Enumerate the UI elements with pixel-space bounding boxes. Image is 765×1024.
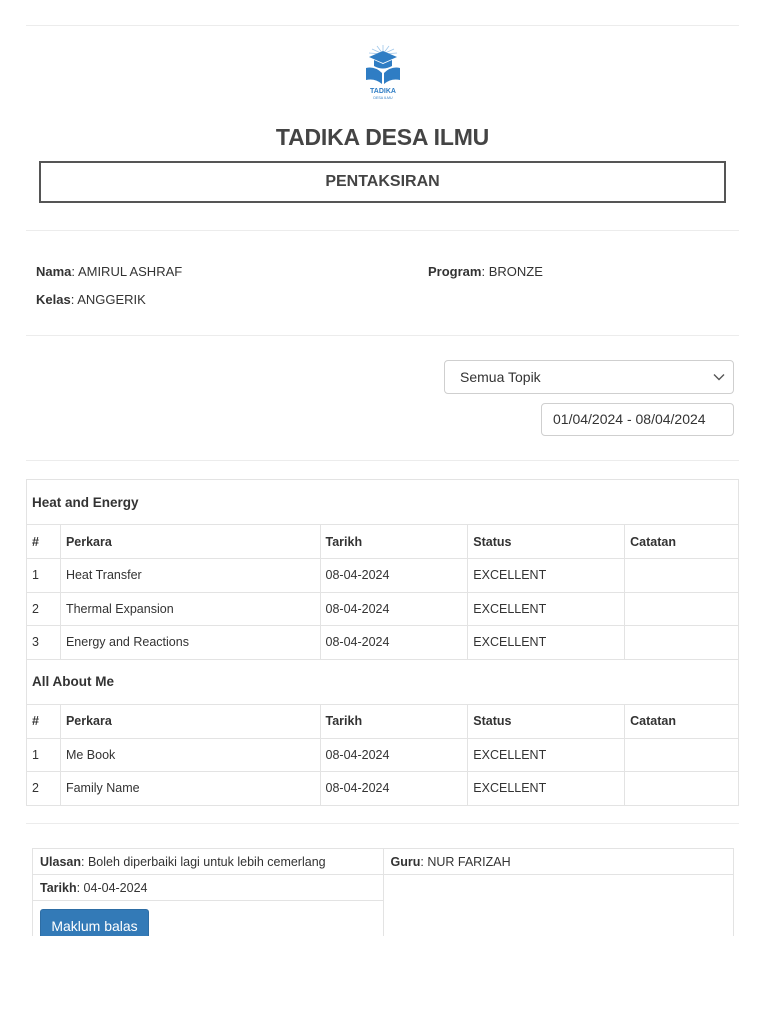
cell-item: Thermal Expansion [60, 592, 320, 626]
divider [26, 335, 739, 336]
cell-notes [625, 772, 739, 806]
column-header-item: Perkara [60, 704, 320, 738]
table-row [27, 738, 739, 772]
cell-item: Energy and Reactions [60, 626, 320, 660]
class-label: Kelas [36, 292, 71, 307]
cell-num: 2 [27, 592, 61, 626]
open-book-icon [366, 68, 400, 84]
comment-value: Boleh diperbaiki lagi untuk lebih cemerlang [87, 854, 326, 869]
column-header-num: # [27, 525, 61, 559]
class-value: ANGGERIK [77, 292, 146, 307]
topic-select-value: Semua Topik [460, 369, 541, 385]
cell-num: 3 [27, 626, 61, 660]
school-logo [363, 44, 403, 104]
topic-select[interactable] [444, 360, 734, 394]
student-program: Program: BRONZE [428, 264, 543, 279]
cell-num: 1 [27, 738, 61, 772]
cell-num: 2 [27, 772, 61, 806]
column-header-date: Tarikh [320, 525, 468, 559]
cell-notes [625, 626, 739, 660]
cell-date: 08-04-2024 [320, 738, 468, 772]
review-empty-cell [383, 875, 734, 937]
teacher-value: NUR FARIZAH [427, 854, 511, 869]
table-row [27, 626, 739, 660]
topic-row [27, 480, 739, 525]
cell-date: 08-04-2024 [320, 559, 468, 593]
divider [26, 823, 739, 824]
logo-text: TADIKA [370, 88, 396, 95]
review-teacher: Guru: NUR FARIZAH [383, 849, 734, 875]
cell-date: 08-04-2024 [320, 626, 468, 660]
column-header-notes: Catatan [625, 525, 739, 559]
review-date-label: Tarikh [40, 880, 77, 895]
table-row [27, 772, 739, 806]
column-header-status: Status [468, 704, 625, 738]
cell-date: 08-04-2024 [320, 772, 468, 806]
school-name: TADIKA DESA ILMU [275, 124, 490, 150]
divider [26, 25, 739, 26]
cell-status: EXCELLENT [468, 559, 625, 593]
topic-title: Heat and Energy [27, 480, 739, 525]
program-value: BRONZE [488, 264, 543, 279]
cell-num: 1 [27, 559, 61, 593]
divider [26, 460, 739, 461]
cell-status: EXCELLENT [468, 738, 625, 772]
assessment-table [26, 479, 739, 806]
topic-row [27, 659, 739, 704]
table-row [27, 592, 739, 626]
cell-item: Family Name [60, 772, 320, 806]
cell-notes [625, 738, 739, 772]
table-header-row [27, 525, 739, 559]
column-header-item: Perkara [60, 525, 320, 559]
column-header-num: # [27, 704, 61, 738]
cell-status: EXCELLENT [468, 772, 625, 806]
reply-button[interactable]: Maklum balas [40, 909, 149, 936]
teacher-label: Guru [390, 854, 421, 869]
cell-status: EXCELLENT [468, 626, 625, 660]
logo-subtext: DESA ILMU [373, 96, 393, 100]
table-row [27, 559, 739, 593]
page-title: PENTAKSIRAN [39, 161, 726, 203]
table-header-row [27, 704, 739, 738]
cell-notes [625, 592, 739, 626]
name-label: Nama [36, 264, 72, 279]
column-header-date: Tarikh [320, 704, 468, 738]
divider [26, 230, 739, 231]
review-comment: Ulasan: Boleh diperbaiki lagi untuk lebih cemerlang [33, 849, 384, 875]
cell-date: 08-04-2024 [320, 592, 468, 626]
review-date: Tarikh: 04-04-2024 [33, 875, 384, 901]
column-header-notes: Catatan [625, 704, 739, 738]
chevron-down-icon [713, 371, 725, 383]
cell-item: Heat Transfer [60, 559, 320, 593]
student-name: Nama: AMIRUL ASHRAF [36, 264, 183, 279]
cell-notes [625, 559, 739, 593]
comment-label: Ulasan [40, 854, 81, 869]
program-label: Program [428, 264, 482, 279]
student-class: Kelas: ANGGERIK [36, 292, 146, 307]
topic-title: All About Me [27, 659, 739, 704]
name-value: AMIRUL ASHRAF [77, 264, 183, 279]
column-header-status: Status [468, 525, 625, 559]
review-date-value: 04-04-2024 [83, 880, 148, 895]
cell-status: EXCELLENT [468, 592, 625, 626]
cell-item: Me Book [60, 738, 320, 772]
date-range-input[interactable]: 01/04/2024 - 08/04/2024 [541, 403, 734, 436]
